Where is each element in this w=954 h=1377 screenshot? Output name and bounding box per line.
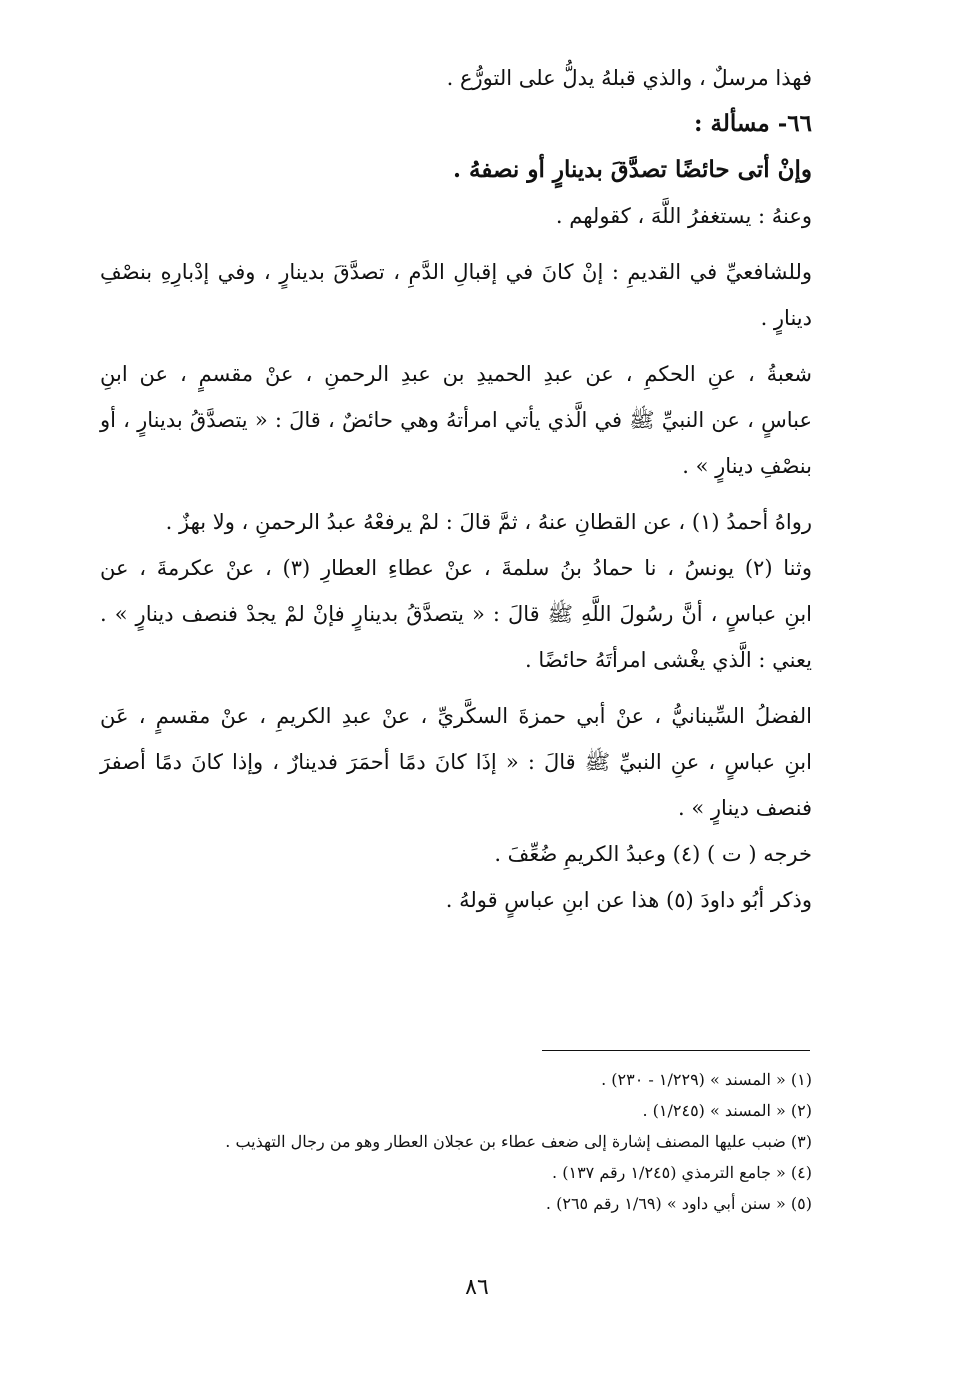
footnote: (٥) « سنن أبي داود » (١/٦٩ رقم ٢٦٥) . [545, 1194, 812, 1213]
paragraph-line: دينارٍ . [760, 306, 812, 330]
paragraph-line: وذكر أبُو داودَ (٥) هذا عن ابنِ عباسٍ قولهُ . [445, 888, 812, 912]
paragraph-line: شعبةُ ، عنِ الحكمِ ، عن عبدِ الحميدِ بن عبدِ الرحمنِ ، عنْ مقسمٍ ، عن ابنِ [100, 362, 812, 386]
paragraph-line: وللشافعيِّ في القديمِ : إنْ كانَ في إقبالِ الدَّمِ ، تصدَّقَ بدينارٍ ، وفي إدْبارِهِ بنصْفِ [100, 260, 812, 284]
paragraph-line: خرجه ( ت ) (٤) وعبدُ الكريمِ ضُعِّفَ . [494, 842, 812, 866]
page-number: ٨٦ [465, 1275, 489, 1300]
footnotes [100, 1064, 812, 1219]
footnote: (٢) « المسند » (١/٢٤٥) . [642, 1101, 812, 1120]
paragraph-line: وثنا (٢) يونسُ ، نا حمادُ بنُ سلمةَ ، عنْ عطاءِ العطارِ (٣) ، عنْ عكرمةَ ، عن [100, 556, 812, 580]
paragraph-line: بنصْفِ دينارٍ » . [682, 454, 812, 478]
paragraph-line: ابنِ عباسٍ ، أنَّ رسُولَ اللَّهِ ﷺ قالَ : « يتصدَّقُ بدينارٍ فإنْ لمْ يجدْ فنصف دينارٍ » . [100, 602, 812, 626]
footnote: (٣) ضبب عليها المصنف إشارة إلى ضعف عطاء بن عجلان العطار وهو من رجال التهذيب . [225, 1132, 812, 1151]
section-heading: ٦٦- مسألة : [694, 110, 812, 137]
issue-statement: وإنْ أتى حائضًا تصدَّقَ بدينارٍ أو نصفهُ . [453, 156, 812, 183]
text-line: فهذا مرسلٌ ، والذي قبلهُ يدلُّ على التورُّع . [446, 66, 812, 90]
footnote: (١) « المسند » (١/٢٢٩ - ٢٣٠) . [601, 1070, 812, 1089]
paragraph-line: عباسٍ ، عن النبيِّ ﷺ في الَّذي يأتي امرأتهُ وهي حائضٌ ، قالَ : « يتصدَّقُ بدينارٍ ، أو [100, 408, 812, 432]
paragraph-line: الفضلُ السِّينانيُّ ، عنْ أبي حمزةَ السكَّريِّ ، عنْ عبدِ الكريمِ ، عنْ مقسمٍ ، عَن [100, 704, 812, 728]
text-line: وعنهُ : يستغفرُ اللَّهَ ، كقولهم . [555, 204, 812, 228]
paragraph-line: فنصف دينارٍ » . [678, 796, 812, 820]
paragraph-line: رواهُ أحمدُ (١) ، عن القطانِ عنهُ ، ثمَّ قالَ : لمْ يرفعْهُ عبدُ الرحمنِ ، ولا بهزٌ . [165, 510, 812, 534]
paragraph-line: ابنِ عباسٍ ، عنِ النبيِّ ﷺ قالَ : « إذَا كانَ دمًا أحمَرَ فدينارٌ ، وإذا كانَ دمًا أصفرَ [100, 750, 812, 774]
paragraph-line: يعني : الَّذي يغْشى امرأتَهُ حائضًا . [525, 648, 812, 672]
main-text [100, 55, 812, 923]
footnote-divider [542, 1050, 810, 1051]
footnote: (٤) « جامع الترمذي (١/٢٤٥ رقم ١٣٧) . [552, 1163, 812, 1182]
